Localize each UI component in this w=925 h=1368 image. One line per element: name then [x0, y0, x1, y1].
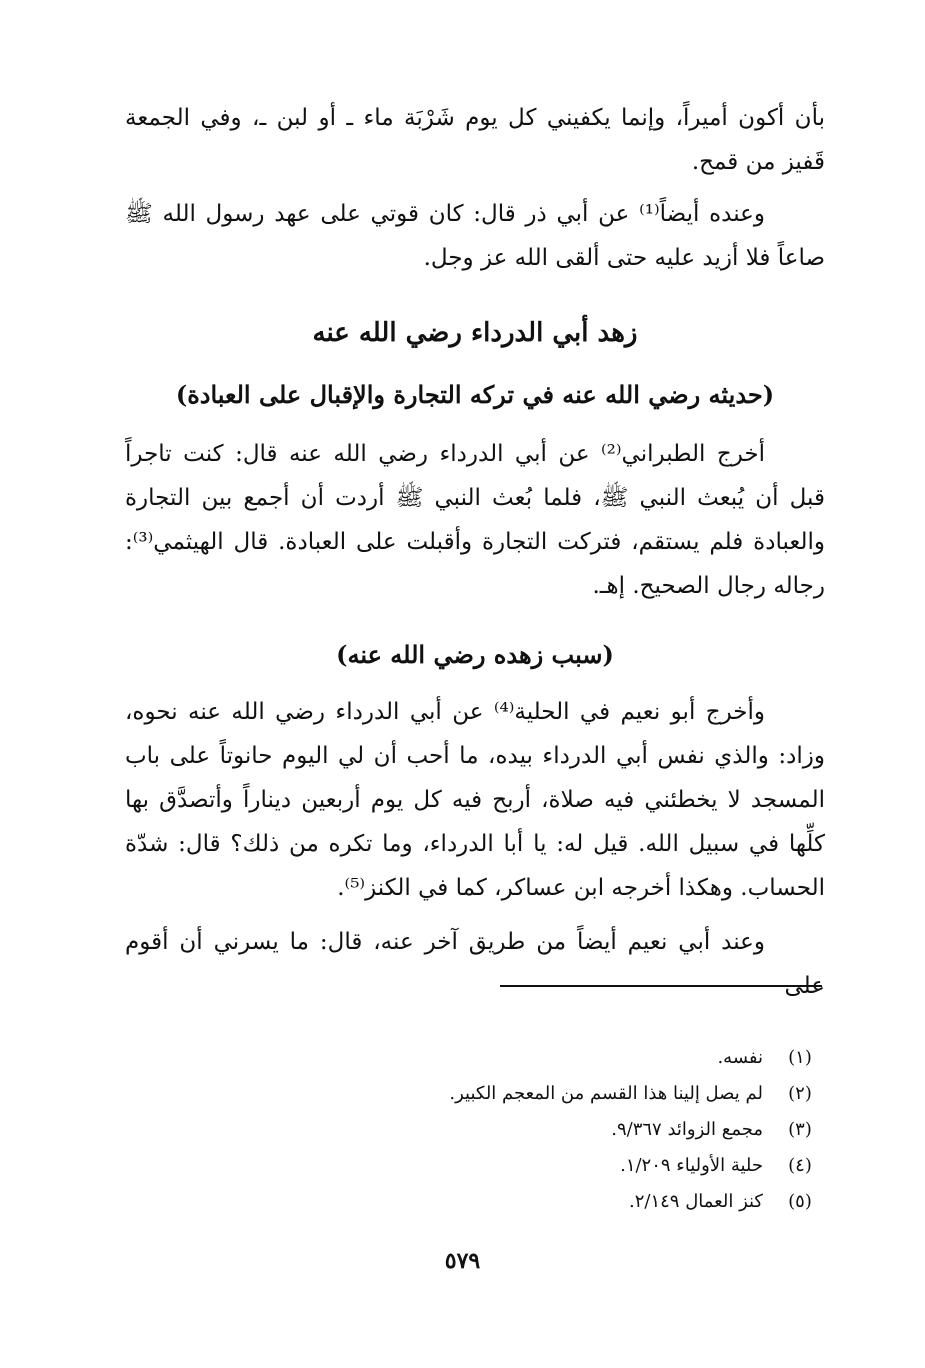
intro-paragraph: بأن أكون أميراً، وإنما يكفيني كل يوم شَرْبَة ماء ـ أو لبن ـ، وفي الجمعة قَفيز من قمح. — [125, 105, 825, 175]
footnote-item — [125, 1148, 825, 1184]
footnote-divider — [500, 985, 822, 987]
footnote-number: (٣) — [788, 1119, 812, 1140]
footnote-number: (٤) — [788, 1155, 812, 1176]
closing-paragraph: وعند أبي نعيم أيضاً من طريق آخر عنه، قال: ما يسرني أن أقوم على — [125, 929, 825, 999]
page-number: ٥٧٩ — [444, 1248, 481, 1274]
abu-dhar-paragraph: وعنده أيضاً⁽¹⁾ عن أبي ذر قال: كان قوتي على عهد رسول الله ﷺ صاعاً فلا أزيد عليه حتى ألقى الله عز وجل. — [125, 201, 825, 271]
footnote-text: حلية الأولياء ١/٢٠٩. — [620, 1155, 763, 1176]
footnote-text: نفسه. — [717, 1047, 763, 1068]
footnote-number: (٥) — [788, 1191, 812, 1212]
footnote-number: (٢) — [788, 1083, 812, 1104]
footnote-text: مجمع الزوائد ٩/٣٦٧. — [611, 1119, 763, 1140]
footnote-item — [125, 1112, 825, 1148]
footnotes-list — [125, 1040, 825, 1220]
footnote-item — [125, 1184, 825, 1220]
abu-nuaym-paragraph: وأخرج أبو نعيم في الحلية⁽⁴⁾ عن أبي الدرداء رضي الله عنه نحوه، وزاد: والذي نفس أبي الدرداء بيده، ما أحب أن لي اليوم حانوتاً على باب المسجد لا يخطئني فيه صلاة، أربح فيه كل يوم أربعين ديناراً وأتصدَّق بها كلِّها في سبيل الله. قيل له: يا أبا الدرداء، وما تكره من ذلك؟ قال: شدّة الحساب. وهكذا أخرجه ابن عساكر، كما في الكنز⁽⁵⁾. — [125, 699, 825, 901]
footnote-number: (١) — [788, 1047, 812, 1068]
section-title: زهد أبي الدرداء رضي الله عنه — [312, 318, 638, 348]
footnote-item — [125, 1076, 825, 1112]
tabarani-paragraph: أخرج الطبراني⁽²⁾ عن أبي الدرداء رضي الله عنه قال: كنت تاجراً قبل أن يُبعث النبي ﷺ، فلما بُعث النبي ﷺ أردت أن أجمع بين التجارة والعبادة فلم يستقم، فتركت التجارة وأقبلت على العبادة. قال الهيثمي⁽³⁾: رجاله رجال الصحيح. إهـ. — [125, 441, 825, 599]
footnote-text: لم يصل إلينا هذا القسم من المعجم الكبير. — [449, 1083, 763, 1104]
subsection-title-reason: (سبب زهده رضي الله عنه) — [336, 640, 614, 669]
footnote-text: كنز العمال ٢/١٤٩. — [629, 1191, 763, 1212]
footnote-item — [125, 1040, 825, 1076]
subsection-title-trade: (حديثه رضي الله عنه في تركه التجارة والإقبال على العبادة) — [175, 380, 775, 409]
